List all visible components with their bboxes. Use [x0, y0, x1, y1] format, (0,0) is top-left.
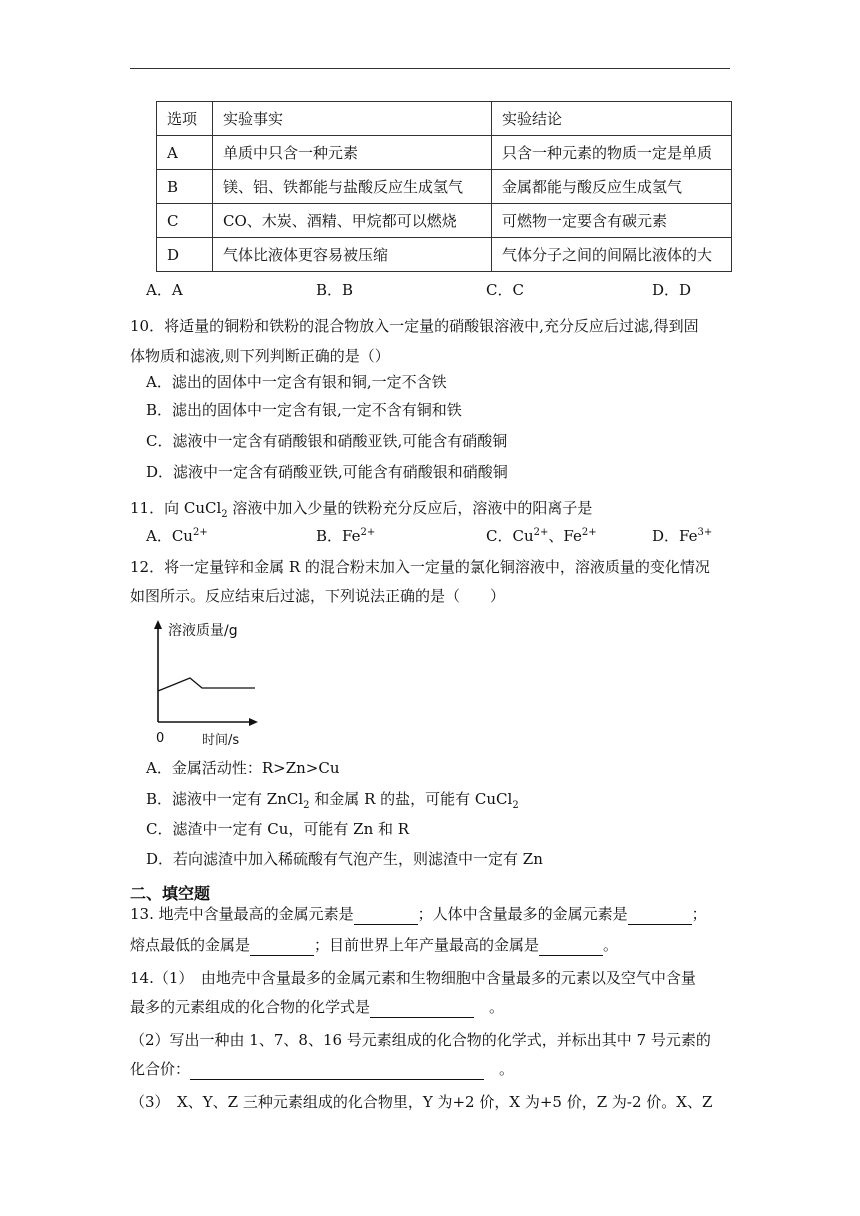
q12-option-b — [146, 788, 519, 817]
q11-stem — [130, 497, 592, 526]
q10-option-a: A．滤出的固体中一定含有银和铜,一定不含铁 — [146, 373, 447, 391]
experiment-table — [156, 101, 732, 272]
table-cell: 单质中只含一种元素 — [213, 136, 492, 170]
y-axis-label: 溶液质量/g — [168, 623, 238, 639]
answer-blank[interactable] — [250, 937, 314, 956]
table-header-cell: 实验结论 — [492, 102, 732, 136]
x-axis-arrow — [249, 718, 258, 726]
q13-text-2: ；人体中含量最多的金属元素是 — [417, 905, 628, 923]
q12-option-c: C．滤渣中一定有 Cu，可能有 Zn 和 R — [146, 820, 410, 838]
q11-option-d — [652, 525, 712, 546]
answer-blank[interactable] — [190, 1061, 484, 1080]
q11-option-d-text: D．Fe — [652, 527, 698, 545]
answer-blank[interactable] — [539, 937, 603, 956]
q10-option-d: D．滤液中一定含有硝酸亚铁,可能含有硝酸银和硝酸铜 — [146, 463, 508, 481]
q14-line5: （3） X、Y、Z 三种元素组成的化合物里，Y 为+2 价，X 为+5 价，Z 为-2 价。X、Z — [130, 1093, 713, 1111]
table-cell: 镁、铝、铁都能与盐酸反应生成氢气 — [213, 170, 492, 204]
q11-option-b-sup: 2+ — [360, 527, 376, 538]
q12-option-b-sub2: 2 — [512, 800, 519, 811]
q14-line3: （2）写出一种由 1、7、8、16 号元素组成的化合物的化学式，并标出其中 7 号元素的 — [130, 1031, 711, 1049]
table-row — [157, 136, 732, 170]
solution-mass-graph — [140, 618, 280, 748]
y-axis-arrow — [154, 620, 162, 629]
q13-text-4: 熔点最低的金属是 — [130, 936, 251, 954]
option-b: B．B — [316, 281, 354, 299]
q12-option-b-pre: B．滤液中一定有 ZnCl — [146, 790, 304, 808]
q12-stem-line2: 如图所示。反应结束后过滤，下列说法正确的是（ ） — [130, 587, 506, 605]
table-cell: 金属都能与酸反应生成氢气 — [492, 170, 732, 204]
q13-text-6: 。 — [603, 936, 619, 954]
table-cell: CO、木炭、酒精、甲烷都可以燃烧 — [213, 204, 492, 238]
table-cell: 只含一种元素的物质一定是单质 — [492, 136, 732, 170]
q13-line2 — [130, 934, 618, 956]
option-d: D．D — [652, 281, 692, 299]
table-header-cell: 实验事实 — [213, 102, 492, 136]
table-cell: 气体分子之间的间隔比液体的大 — [492, 238, 732, 272]
section-heading: 二、填空题 — [130, 884, 211, 903]
q10-option-c: C．滤液中一定含有硝酸银和硝酸亚铁,可能含有硝酸铜 — [146, 432, 508, 450]
q11-option-c — [486, 525, 652, 546]
table-cell: A — [157, 136, 213, 170]
q11-stem-pre: 11．向 CuCl — [130, 499, 222, 517]
q11-option-b-text: B．Fe — [316, 527, 361, 545]
q10-stem-line2: 体物质和滤液,则下列判断正确的是（） — [130, 347, 390, 365]
q13-line1 — [130, 903, 707, 925]
option-a: A．A — [146, 281, 183, 299]
table-cell: C — [157, 204, 213, 238]
q11-option-c-extra-sup: 2+ — [581, 527, 597, 538]
q11-option-b — [316, 525, 486, 546]
q12-stem-line1: 12．将一定量锌和金属 R 的混合粉末加入一定量的氯化铜溶液中，溶液质量的变化情况 — [130, 558, 710, 576]
q9-options — [146, 279, 746, 300]
mass-curve — [158, 678, 255, 691]
q12-option-b-mid: 和金属 R 的盐，可能有 CuCl — [309, 790, 513, 808]
answer-blank[interactable] — [354, 906, 418, 925]
q14-line4 — [130, 1058, 514, 1080]
q11-option-c-sup: 2+ — [533, 527, 549, 538]
q10-option-b: B．滤出的固体中一定含有银,一定不含有铜和铁 — [146, 401, 462, 419]
table-cell: D — [157, 238, 213, 272]
q11-option-a-text: A．Cu — [146, 527, 193, 545]
q14-text-4: 化合价： — [130, 1060, 191, 1078]
q13-text-3: ； — [691, 905, 707, 923]
q13-text-1: 13. 地壳中含量最高的金属元素是 — [130, 905, 354, 923]
table-cell: B — [157, 170, 213, 204]
q11-option-c-extra: 、Fe — [548, 527, 582, 545]
answer-blank[interactable] — [628, 906, 692, 925]
q12-option-a: A．金属活动性：R>Zn>Cu — [146, 759, 340, 777]
q14-text-2-end: 。 — [474, 998, 505, 1016]
q12-option-d: D．若向滤渣中加入稀硫酸有气泡产生，则滤渣中一定有 Zn — [146, 850, 543, 868]
q11-options — [146, 525, 746, 546]
q10-stem-line1: 10．将适量的铜粉和铁粉的混合物放入一定量的硝酸银溶液中,充分反应后过滤,得到固 — [130, 317, 699, 335]
table-cell: 可燃物一定要含有碳元素 — [492, 204, 732, 238]
answer-blank[interactable] — [370, 999, 474, 1018]
table-row — [157, 170, 732, 204]
origin-label: 0 — [156, 731, 165, 746]
q14-text-4-end: 。 — [484, 1060, 515, 1078]
q14-line1: 14.（1） 由地壳中含量最多的金属元素和生物细胞中含量最多的元素以及空气中含量 — [130, 969, 696, 987]
q11-stem-sub: 2 — [221, 509, 228, 520]
table-header-row — [157, 102, 732, 136]
q14-text-2: 最多的元素组成的化合物的化学式是 — [130, 998, 371, 1016]
q13-text-5: ；目前世界上年产量最高的金属是 — [314, 936, 540, 954]
table-row — [157, 238, 732, 272]
x-axis-label: 时间/s — [202, 733, 240, 748]
table-header-cell: 选项 — [157, 102, 213, 136]
q11-option-d-sup: 3+ — [697, 527, 713, 538]
option-c: C．C — [486, 281, 524, 299]
header-rule — [130, 68, 730, 69]
q11-stem-post: 溶液中加入少量的铁粉充分反应后，溶液中的阳离子是 — [227, 499, 593, 517]
q11-option-a — [146, 525, 316, 546]
q11-option-c-text: C．Cu — [486, 527, 534, 545]
table-cell: 气体比液体更容易被压缩 — [213, 238, 492, 272]
q11-option-a-sup: 2+ — [192, 527, 208, 538]
q14-line2 — [130, 996, 504, 1018]
q12-option-b-sub: 2 — [303, 800, 310, 811]
table-row — [157, 204, 732, 238]
